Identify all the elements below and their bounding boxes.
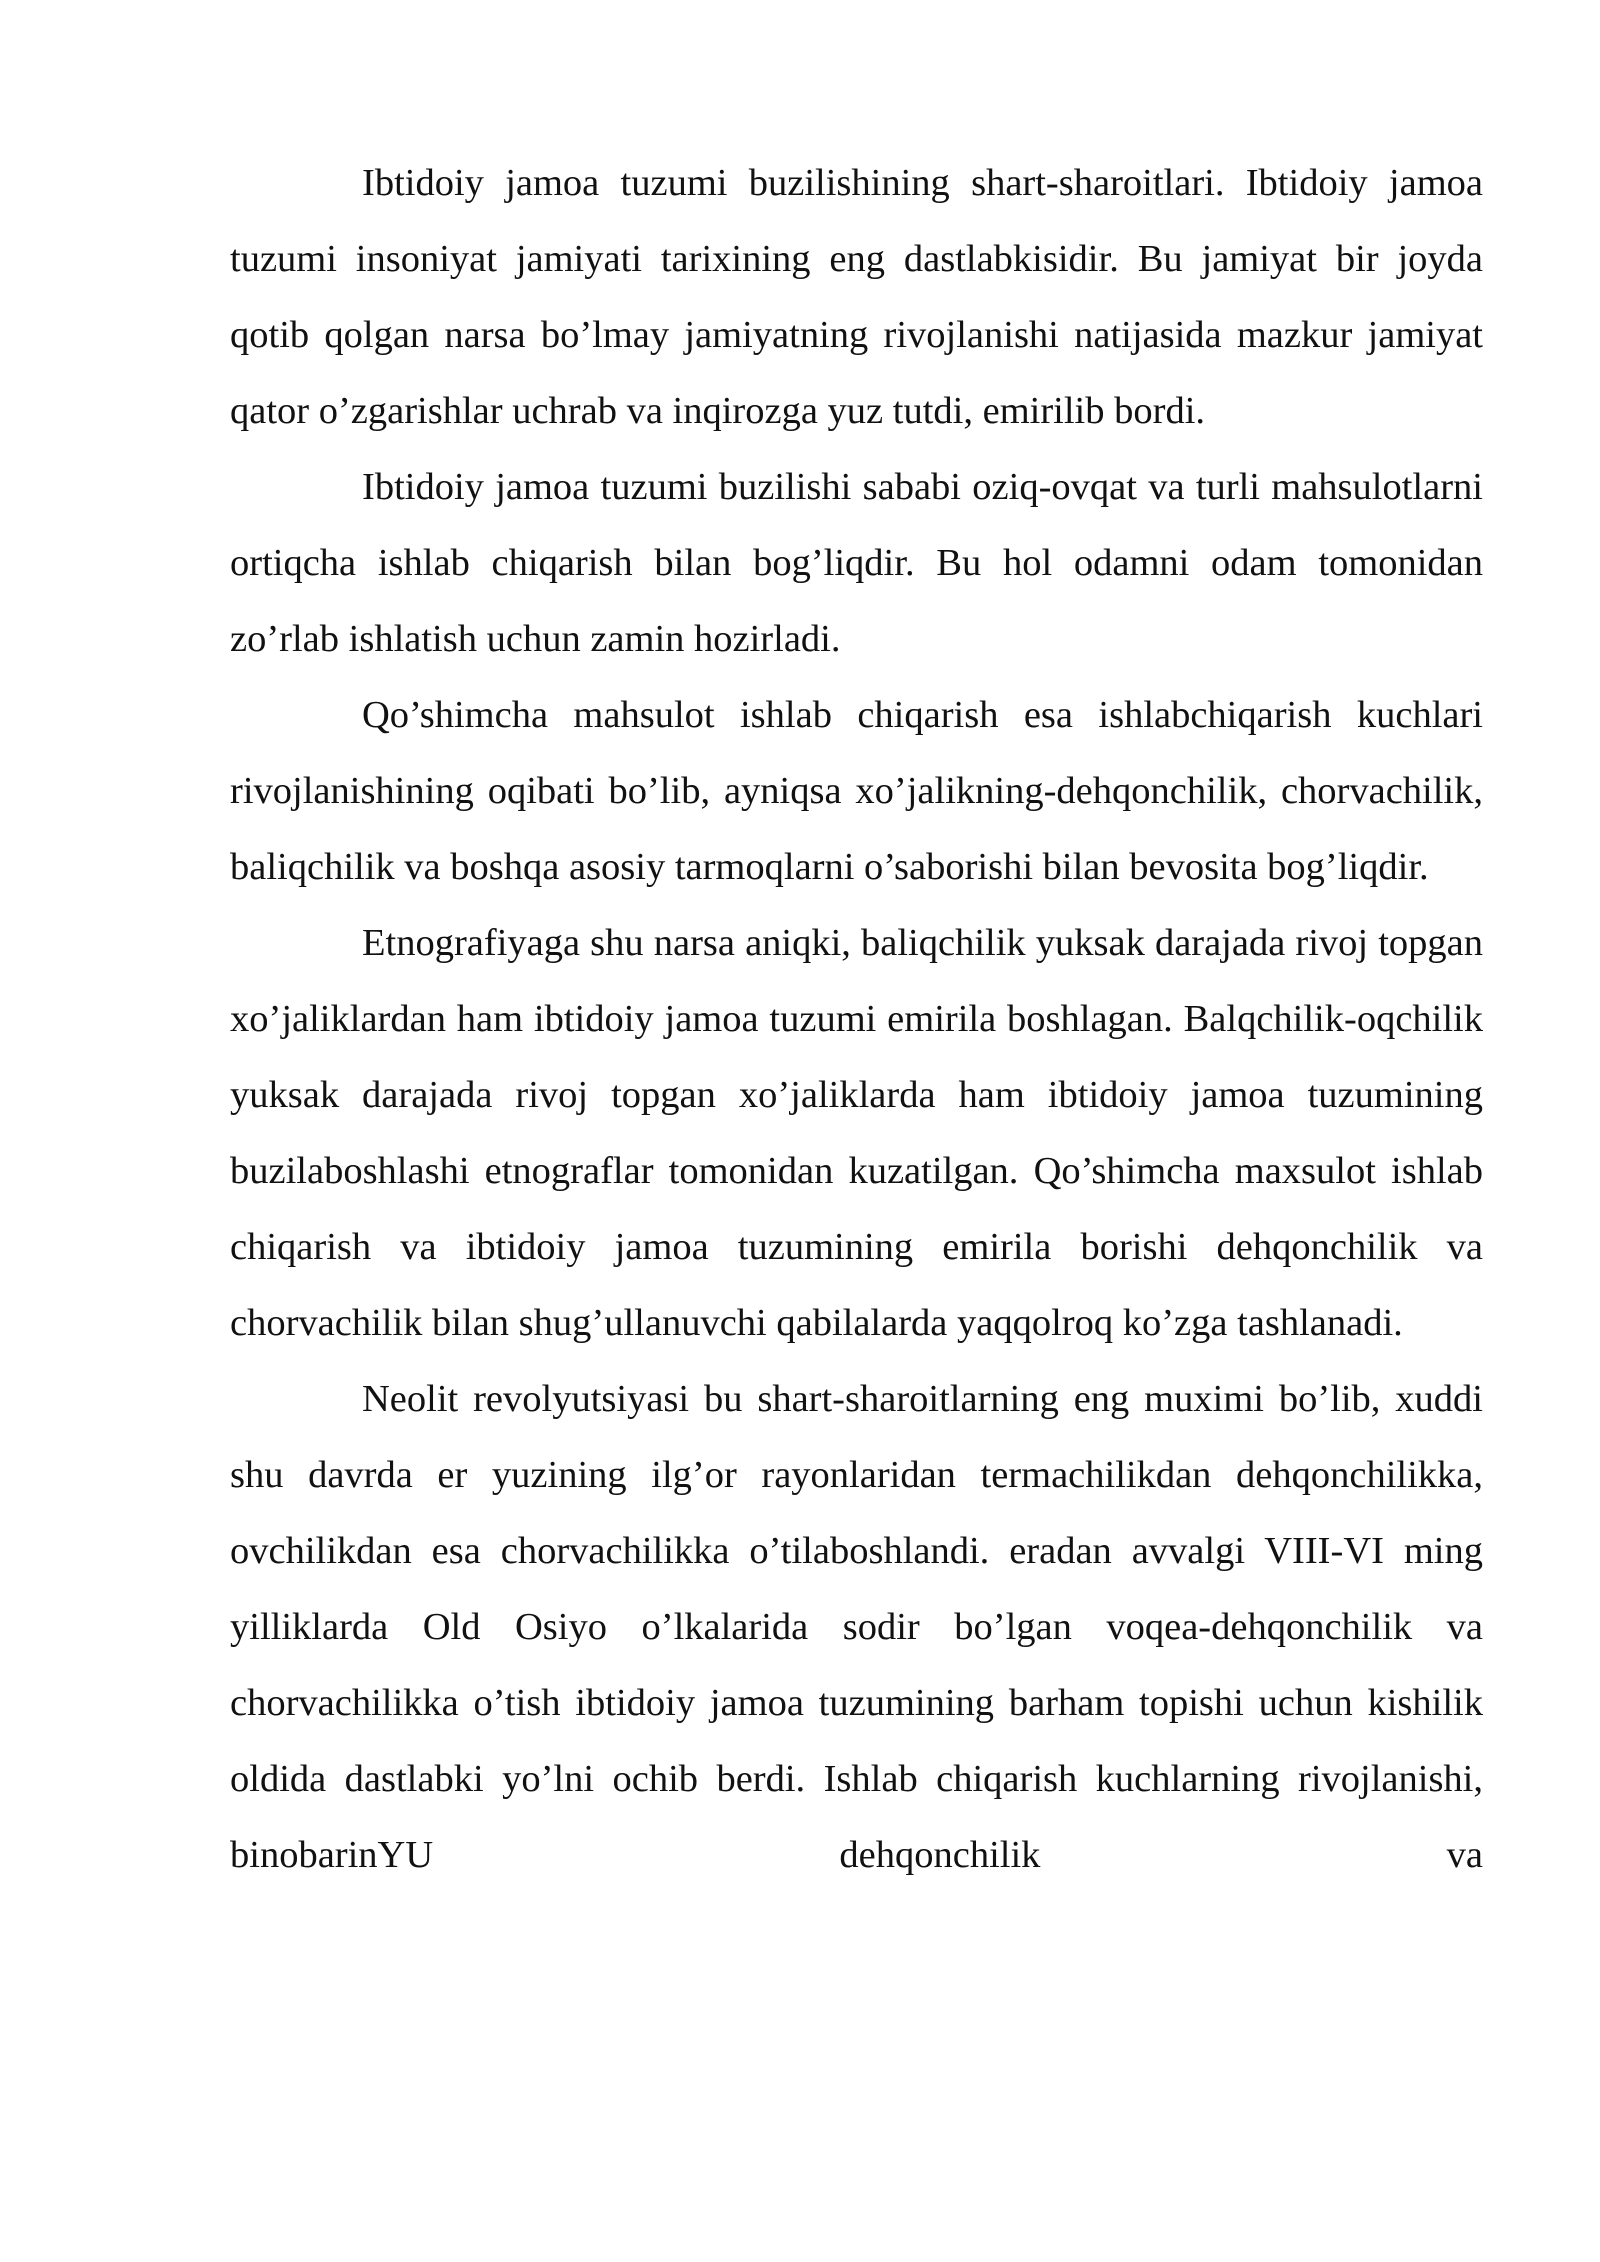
paragraph-4: Etnografiyaga shu narsa aniqki, baliqchilik yuksak darajada rivoj topgan xo’jaliklardan ham ibtidoiy jamoa tuzumi emirila boshlagan. Balqchilik-oqchilik yuksak darajada rivoj topgan xo’jaliklarda ham ibtidoiy jamoa tuzumining buzilaboshlashi etnograflar tomonidan kuzatilgan. Qo’shimcha maxsulot ishlab chiqarish va ibtidoiy jamoa tuzumining emirila borishi dehqonchilik va chorvachilik bilan shug’ullanuvchi qabilalarda yaqqolroq ko’zga tashlanadi.: [230, 922, 1483, 1344]
paragraph-5: Neolit revolyutsiyasi bu shart-sharoitlarning eng muximi bo’lib, xuddi shu davrda er yuzining ilg’or rayonlaridan termachilikdan dehqonchilikka, ovchilikdan esa chorvachilikka o’tilaboshlandi. eradan avvalgi VIII-VI ming yilliklarda Old Osiyo o’lkalarida sodir bo’lgan voqea-dehqonchilik va chorvachilikka o’tish ibtidoiy jamoa tuzumining barham topishi uchun kishilik oldida dastlabki yo’lni ochib berdi. Ishlab chiqarish kuchlarning rivojlanishi, binobarinYU dehqonchilik va: [230, 1378, 1483, 1876]
paragraph-3: Qo’shimcha mahsulot ishlab chiqarish esa ishlabchiqarish kuchlari rivojlanishining oqibati bo’lib, ayniqsa xo’jalikning-dehqonchilik, chorvachilik, baliqchilik va boshqa asosiy tarmoqlarni o’saborishi bilan bevosita bog’liqdir.: [230, 694, 1483, 888]
paragraph-1: Ibtidoiy jamoa tuzumi buzilishining shart-sharoitlari. Ibtidoiy jamoa tuzumi insoniyat jamiyati tarixining eng dastlabkisidir. Bu jamiyat bir joyda qotib qolgan narsa bo’lmay jamiyatning rivojlanishi natijasida mazkur jamiyat qator o’zgarishlar uchrab va inqirozga yuz tutdi, emirilib bordi.: [230, 162, 1483, 432]
document-page: [230, 145, 1483, 1893]
paragraph-2: Ibtidoiy jamoa tuzumi buzilishi sababi oziq-ovqat va turli mahsulotlarni ortiqcha ishlab chiqarish bilan bog’liqdir. Bu hol odamni odam tomonidan zo’rlab ishlatish uchun zamin hozirladi.: [230, 466, 1483, 660]
